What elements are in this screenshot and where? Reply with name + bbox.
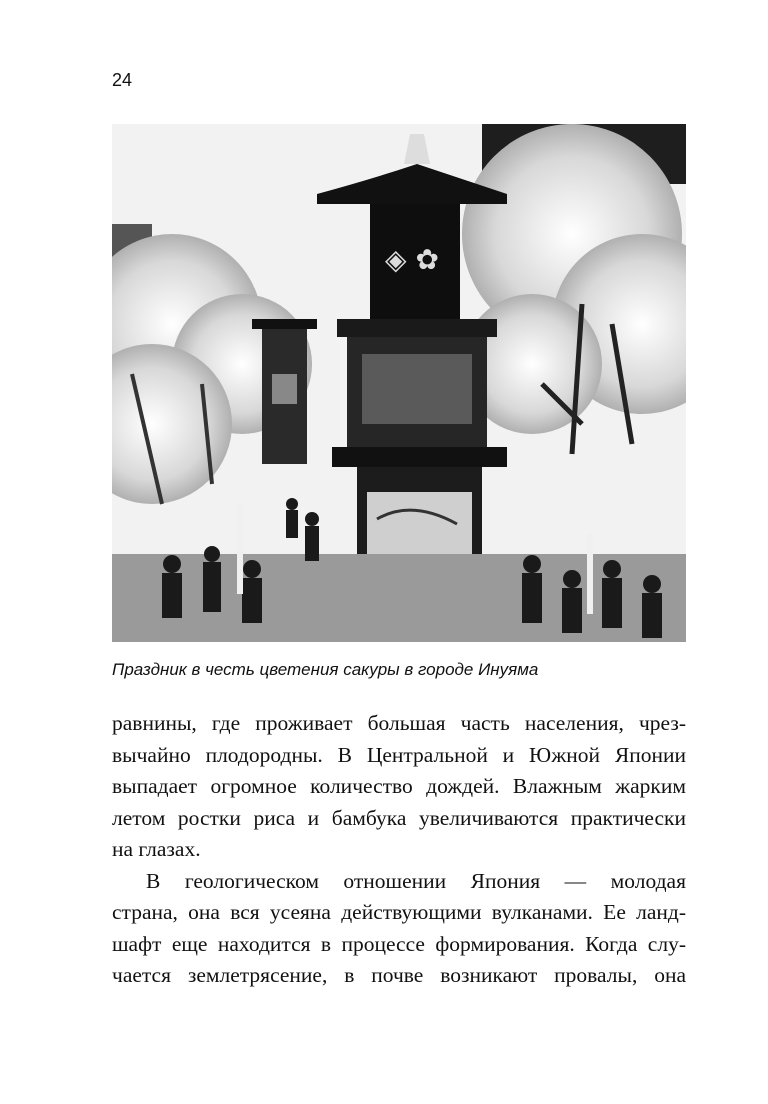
text-line: вычайно плодородны. В Центральной и Южной Японии <box>112 742 686 767</box>
text-line: чается землетрясение, в почве возникают провалы, она <box>112 963 686 987</box>
text-line: страна, она вся усеяна действующими вулканами. Ее ланд- <box>112 900 686 924</box>
svg-text:◈ ✿: ◈ ✿ <box>385 243 439 276</box>
page-number: 24 <box>112 70 133 90</box>
festival-photo <box>112 124 686 642</box>
text-line: равнины, где проживает большая часть населения, чрез- <box>112 711 686 735</box>
body-text <box>112 708 686 992</box>
text-line: летом ростки риса и бамбука увеличиваются практически <box>112 805 686 830</box>
text-line: В геологическом отношении Япония — молодая <box>146 868 686 893</box>
text-line: на глазах. <box>112 837 201 861</box>
photo-caption: Праздник в честь цветения сакуры в городе Инуяма <box>112 660 539 679</box>
text-line: шафт еще находится в процессе формирования. Когда слу- <box>112 931 686 956</box>
text-line: выпадает огромное количество дождей. Влажным жарким <box>112 774 686 798</box>
